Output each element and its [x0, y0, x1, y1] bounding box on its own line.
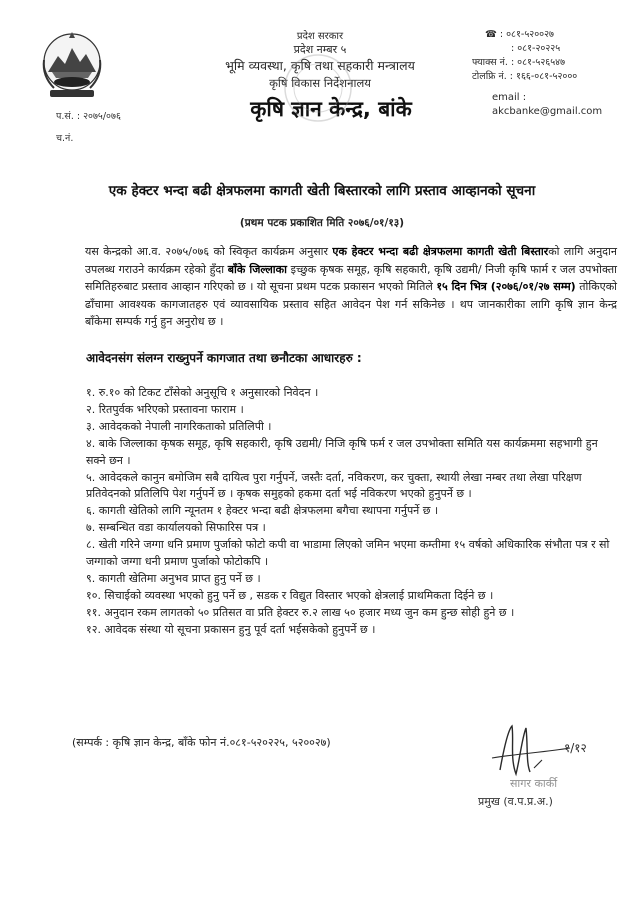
- highlight-program: एक हेक्टर भन्दा बढी क्षेत्रफलमा कागती खेती बिस्तार: [332, 245, 549, 258]
- highlight-district: बाँके जिल्लाका: [227, 262, 287, 276]
- fax-number: फ्याक्स नं. : ०८१-५२६५४७: [472, 57, 566, 68]
- tollfree-number: टोलफ्रि नं. : १६६-०८१-५२०००: [472, 71, 578, 82]
- signatory-role: प्रमुख (व.प.प्र.अ.): [478, 795, 553, 808]
- list-item: ४. बाके जिल्लाका कृषक समूह, कृषि सहकारी, कृषि उद्यमी/ निजि कृषि फर्म र जल उपभोक्ता समिति यस कार्यक्रममा सहभागी हुन सक्ने छन ।: [86, 437, 598, 467]
- signatory-name: सागर कार्की: [510, 777, 558, 790]
- list-item: ८. खेती गरिने जग्गा धनि प्रमाण पुर्जाको फोटो कपी वा भाडामा लिएको जमिन भएमा कम्तीमा १५ वर्षको अधिकारिक संभौता पत्र र सो जग्गाको जग्गा धनी प्रमाण पुर्जाको फोटोकपि ।: [86, 538, 610, 568]
- phone-1: ☎ : ०८१-५२००२७: [485, 29, 554, 40]
- nepal-emblem-logo: [38, 26, 106, 106]
- list-item: ११. अनुदान रकम लागतको ५० प्रतिसत वा प्रति हेक्टर रु.२ लाख ५० हजार मध्य जुन कम हुन्छ सोही हुने छ ।: [86, 605, 515, 619]
- list-item: ६. कागती खेतिको लागि न्यूनतम १ हेक्टर भन्दा बढी क्षेत्रफलमा बगैचा स्थापना गर्नुपर्ने छ ।: [86, 504, 439, 517]
- dispatch-number: च.नं.: [56, 133, 74, 144]
- notice-title: एक हेक्टर भन्दा बढी क्षेत्रफलमा कागती खेती बिस्तारको लागि प्रस्ताव आव्हानको सूचना: [108, 183, 536, 199]
- office-name: कृषि ज्ञान केन्द्र, बांके: [250, 97, 412, 121]
- letterhead-line1: प्रदेश सरकार: [296, 31, 344, 42]
- list-item: ५. आवेदकले कानुन बमोजिम सबै दायित्व पुरा गर्नुपर्ने, जस्तैः दर्ता, नविकरण, कर चुक्ता, स्थायी लेखा नम्बर तथा लेखा परिक्षण प्रतिवेदनको प्रतिलिपि पेश गर्नुपर्ने छ । कृषक समुहको हकमा दर्ता भई नविकरण भएको हुनुपर्ने छ ।: [86, 470, 582, 500]
- contact-line: (सम्पर्क : कृषि ज्ञान केन्द्र, बाँके फोन नं.०८१-५२०२२५, ५२००२७): [72, 736, 331, 749]
- list-item: २. रितपुर्वक भरिएको प्रस्तावना फाराम ।: [86, 403, 244, 416]
- phone-2: : ०८१-२०२२५: [511, 43, 561, 54]
- list-item: ३. आवेदकको नेपाली नागरिकताको प्रतिलिपी ।: [86, 420, 272, 433]
- highlight-deadline: १५ दिन भित्र (२०७६/०१/२७ सम्म): [436, 280, 576, 294]
- reference-block: [56, 106, 196, 150]
- documents-heading: आवेदनसंग संलग्न राख्नुपर्ने कागजात तथा छनौटका आधारहरु :: [86, 351, 362, 365]
- letterhead-line2: प्रदेश नम्बर ५: [293, 43, 347, 56]
- ministry-name: भूमि व्यवस्था, कृषि तथा सहकारी मन्त्रालय: [225, 58, 415, 73]
- notice-paragraph: यस केन्द्रको आ.व. २०७५/०७६ को स्विकृत कार्यक्रम अनुसार एक हेक्टर भन्दा बढी क्षेत्रफलमा कागती खेती बिस्तारको लागि अनुदान उपलब्ध गराउने कार्यक्रम रहेको हुँदा बाँके जिल्लाका इच्छुक कृषक समूह, कृषि सहकारी, कृषि उद्यमी/ निजी कृषि फार्म र जल उपभोक्ता समितिहरुबाट प्रस्ताव आव्हान गरिएको छ । यो सूचना प्रथम पटक प्रकासन भएको मितिले १५ दिन भित्र (२०७६/०१/२७ सम्म) तोकिएको ढाँचामा आवश्यक कागजातहरु एवं व्यावसायिक प्रस्ताव सहित आवेदन पेश गर्न सकिनेछ । थप जानकारीका लागि कृषि ज्ञान केन्द्र बाँकेमा सम्पर्क गर्नु हुन अनुरोध छ ।: [85, 245, 618, 329]
- letter-number: प.सं. : २०७५/०७६: [56, 111, 121, 122]
- list-item: ९. कागती खेतिमा अनुभव प्राप्त हुनु पर्ने छ ।: [86, 571, 261, 585]
- list-item: ७. सम्बन्धित वडा कार्यालयको सिफारिस पत्र ।: [86, 521, 266, 534]
- office-stamp: [282, 52, 354, 124]
- email-address[interactable]: email : akcbanke@gmail.com: [492, 92, 603, 117]
- svg-text:१/१२: १/१२: [564, 741, 587, 755]
- requirements-list: [86, 385, 614, 639]
- list-item: १. रु.१० को टिकट टाँसेको अनुसूचि १ अनुसारको निवेदन ।: [86, 386, 319, 399]
- published-date: (प्रथम पटक प्रकाशित मिति २०७६/०१/१३): [239, 217, 405, 229]
- list-item: १२. आवेदक संस्था यो सूचना प्रकासन हुनु पूर्व दर्ता भईसकेको हुनुपर्ने छ ।: [86, 622, 376, 636]
- directorate-name: कृषि विकास निर्देशनालय: [269, 76, 371, 90]
- list-item: १०. सिचाईको व्यवस्था भएको हुनु पर्ने छ , सडक र विद्युत विस्तार भएको क्षेत्रलाई प्राथमिकता दिईने छ ।: [86, 588, 494, 602]
- contact-block: [472, 28, 635, 119]
